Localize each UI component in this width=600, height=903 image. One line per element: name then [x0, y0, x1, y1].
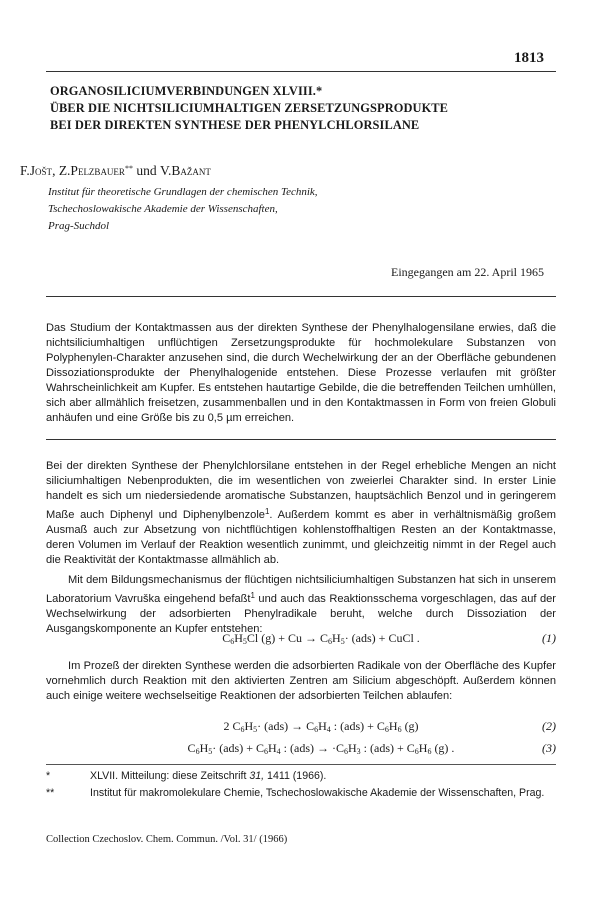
eq-text: : (ads) → ·C [280, 741, 344, 755]
affiliation-line-1: Institut für theoretische Grundlagen der chemischen Technik, [48, 186, 318, 198]
author-conjunction: und [132, 163, 160, 178]
affiliation-line-2: Tschechoslowakische Akademie der Wissenschaften, [48, 203, 278, 215]
eq-text: H [244, 719, 254, 733]
title-line-3: BEI DER DIREKTEN SYNTHESE DER PHENYLCHLORSILANE [50, 118, 420, 132]
eq-sub: 6 [230, 637, 235, 646]
eq-sub: 5 [253, 725, 258, 734]
title-line-1: ORGANOSILICIUMVERBINDUNGEN XLVIII.* [50, 84, 323, 98]
eq-sub: 5 [242, 637, 247, 646]
author-separator: , [52, 163, 59, 178]
equation-1-number: (1) [542, 631, 556, 645]
author-jost: F.Jošt [20, 163, 53, 178]
equation-3-number: (3) [542, 741, 556, 755]
eq-sub: 6 [427, 747, 432, 756]
equation-1 [46, 631, 556, 647]
footnote-1-mark: * [46, 770, 51, 782]
footnote-rule [46, 764, 556, 765]
eq-text: (g) [401, 719, 419, 733]
eq-text: · (ads) + CuCl . [344, 631, 420, 645]
paragraph-1 [46, 459, 556, 568]
footnote-1-volume: 31, [249, 770, 265, 782]
footnote-1-text-b: 1411 (1966). [264, 770, 327, 782]
eq-sub: 5 [340, 637, 345, 646]
paragraph-3: Im Prozeß der direkten Synthese werden die adsorbierten Radikale von der Oberfläche des Kupfer vornehmlich durch Reaktion mit den aktivierten Zentren am Silicium abgeschöpft. Außerdem können auch einige weitere wechselseitige Reaktionen der adsorbierten Teilchen ablaufen: [46, 660, 556, 702]
eq-text: H [318, 719, 327, 733]
header-rule [46, 71, 556, 72]
author-bazant: V.Bažant [159, 163, 211, 178]
author-footnote-mark: ** [124, 164, 133, 173]
eq-sub: 4 [276, 747, 281, 756]
paragraph-2 [46, 573, 556, 637]
paragraph-2-text-b: und auch das Reaktionsschema vorgeschlagen, das auf der Wechselwirkung der adsorbierten Phenylradikale beruht, welche durch Dissoziation der Ausgangskomponente an Kupfer entstehen: [46, 593, 556, 635]
article-title [50, 83, 555, 134]
abstract-bottom-rule [46, 439, 556, 440]
eq-text: H [332, 631, 341, 645]
eq-sub: 6 [414, 747, 419, 756]
eq-text: H [418, 741, 428, 755]
footnote-1 [46, 769, 556, 784]
equation-3-formula [86, 741, 556, 756]
eq-text: H [268, 741, 277, 755]
abstract-top-rule [46, 296, 556, 297]
eq-text: H [348, 741, 357, 755]
journal-footer: Collection Czechoslov. Chem. Commun. /Vol. 31/ (1966) [46, 834, 288, 845]
affiliation-line-3: Prag-Suchdol [48, 220, 110, 232]
eq-sub: 4 [326, 725, 331, 734]
eq-text: H [388, 719, 398, 733]
equation-2-number: (2) [542, 719, 556, 733]
author-list [20, 163, 211, 179]
footnote-2-text: Institut für makromolekulare Chemie, Tschechoslowakische Akademie der Wissenschaften, Prag. [90, 787, 545, 799]
eq-text: : (ads) + C [330, 719, 385, 733]
eq-text: · (ads) → C [257, 719, 315, 733]
citation-ref: 1 [264, 507, 270, 516]
eq-text: Cl (g) + Cu → C [246, 631, 329, 645]
received-date: Eingegangen am 22. April 1965 [391, 265, 544, 279]
eq-sub: 6 [314, 725, 319, 734]
eq-text: : (ads) + C [360, 741, 415, 755]
eq-text: C [187, 741, 196, 755]
equation-3 [46, 741, 556, 757]
eq-sub: 6 [328, 637, 333, 646]
citation-ref: 1 [250, 591, 255, 600]
footnote-2 [46, 786, 556, 801]
paragraph-1-text-b: . Außerdem kommt es aber in verhältnismäßig großem Ausmaß auch zur Absetzung von nichtflüchtigen kohlenstoffhaltigen Resten an der Kontaktmasse, deren Volumen im Verlauf der Reaktion wesentlich zunimmt, und gleichzeitig nimmt in der Regel auch die Reaktivität der Kontaktmasse allmählich ab. [46, 509, 556, 566]
eq-sub: 3 [356, 747, 361, 756]
eq-text: · (ads) + C [212, 741, 264, 755]
paragraph-2-text-a: Mit dem Bildungsmechanismus der flüchtigen nichtsiliciumhaltigen Substanzen hat sich in unserem Laboratorium Vavruška eingehend befaßt [46, 574, 556, 605]
footnote-1-text-a: XLVII. Mitteilung: diese Zeitschrift [90, 770, 250, 782]
eq-sub: 6 [344, 747, 348, 756]
author-pelzbauer: Z.Pelzbauer [58, 163, 125, 178]
footnote-2-mark: ** [46, 787, 55, 799]
eq-sub: 6 [264, 747, 268, 756]
title-line-2: ÜBER DIE NICHTSILICIUMHALTIGEN ZERSETZUNGSPRODUKTE [50, 101, 449, 115]
affiliation [48, 184, 318, 235]
eq-text: H [234, 631, 243, 645]
abstract: Das Studium der Kontaktmassen aus der direkten Synthese der Phenylhalogensilane erwies, daß die nichtsiliciumhaltigen unflüchtigen Zersetzungsprodukte für hochmolekulare Substanzen von Polyphenylen-Charakter anzusehen sind, die durch Wechelwirkung der an der Oberfläche gebundenen Dissoziationsprodukte der Phenylhalogenide entstehen. Diese Prozesse verlaufen mit größter Wahrscheinlichkeit am Kupfer. Es entstehen hautartige Gebilde, die die betreffenden Teilchen umhüllen, sich aber allmählich freisetzen, zusammenballen und in den Kontaktmassen in Form von freien Globuli anhäufen und eine Größe bis zu 0,5 µm erreichen. [46, 322, 556, 424]
paragraph-1-text-a: Bei der direkten Synthese der Phenylchlorsilane entstehen in der Regel erhebliche Mengen an nicht siliciumhaltigen Nebenprodukten, die im wesentlichen von zweierlei Charakter sind. In erster Linie handelt es sich um niedersiedende aromatische Substanzen, hauptsächlich Benzol und in geringerem Maße auch Diphenyl und Diphenylbenzole [46, 460, 556, 521]
eq-text: (g) . [431, 741, 455, 755]
equation-1-formula [86, 631, 556, 646]
equation-2 [46, 719, 556, 735]
eq-text: 2 C [223, 719, 241, 733]
eq-sub: 5 [208, 747, 213, 756]
eq-sub: 6 [195, 747, 200, 756]
eq-sub: 6 [397, 725, 402, 734]
eq-text: C [222, 631, 231, 645]
page-number: 1813 [514, 50, 544, 66]
footnote-1-text [46, 769, 556, 784]
eq-sub: 6 [240, 725, 245, 734]
eq-text: H [199, 741, 209, 755]
equation-2-formula [86, 719, 556, 734]
eq-sub: 6 [384, 725, 389, 734]
